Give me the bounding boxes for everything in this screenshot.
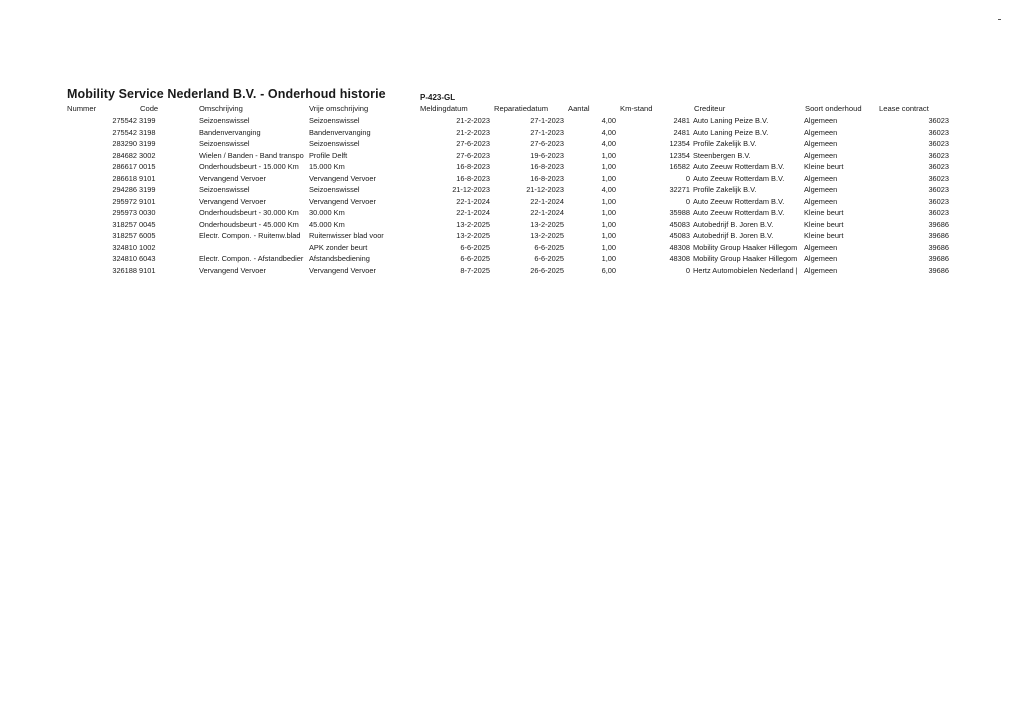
- crediteur-nummer: 0: [685, 173, 690, 183]
- cell-crediteur: [622, 115, 802, 126]
- cell-soort-onderhoud: Algemeen: [804, 173, 838, 183]
- cell-aantal: 1,00: [601, 162, 616, 171]
- cell-meldingdatum: 22-1-2024: [456, 208, 490, 217]
- cell-lease-contract: 36023: [928, 162, 949, 171]
- cell-reparatiedatum: 13-2-2025: [530, 219, 564, 229]
- crediteur-nummer: 16582: [669, 162, 690, 171]
- cell-nummer: 295973: [112, 208, 137, 217]
- table-row: [0, 207, 1024, 219]
- cell-nummer: 283290: [112, 139, 137, 148]
- cell-meldingdatum: 21-2-2023: [456, 116, 490, 125]
- cell-aantal: 1,00: [601, 231, 616, 240]
- cell-vrije-omschrijving: Ruitenwisser blad voor: [309, 231, 384, 240]
- cell-aantal: 1,00: [601, 196, 616, 206]
- cell-code: 3199: [139, 139, 156, 148]
- cell-lease-contract: 39686: [928, 219, 949, 229]
- cell-meldingdatum: 6-6-2025: [460, 242, 490, 252]
- header-aantal: Aantal: [568, 104, 590, 113]
- cell-code: 9101: [139, 196, 156, 206]
- cell-nummer: 284682: [112, 150, 137, 160]
- cell-vrije-omschrijving: 15.000 Km: [309, 162, 345, 171]
- crediteur-naam: Auto Laning Peize B.V.: [693, 127, 769, 137]
- cell-lease-contract: 36023: [928, 116, 949, 125]
- cell-vrije-omschrijving: Afstandsbediening: [309, 254, 370, 263]
- cell-soort-onderhoud: Algemeen: [804, 265, 838, 275]
- cell-omschrijving: Seizoenswissel: [199, 139, 250, 148]
- cell-meldingdatum: 6-6-2025: [460, 254, 490, 263]
- table-row: [0, 150, 1024, 162]
- crediteur-nummer: 2481: [673, 116, 690, 125]
- header-meldingdatum: Meldingdatum: [420, 104, 468, 113]
- cell-meldingdatum: 16-8-2023: [456, 173, 490, 183]
- cell-nummer: 324810: [112, 254, 137, 263]
- cell-code: 3199: [139, 185, 156, 194]
- header-kmstand: Km-stand: [620, 104, 653, 113]
- cell-aantal: 4,00: [601, 139, 616, 148]
- cell-code: 0030: [139, 208, 156, 217]
- cell-nummer: 295972: [112, 196, 137, 206]
- cell-aantal: 1,00: [601, 173, 616, 183]
- crediteur-naam: Mobility Group Haaker Hillegom: [693, 242, 798, 252]
- cell-reparatiedatum: 13-2-2025: [530, 231, 564, 240]
- cell-soort-onderhoud: Algemeen: [804, 150, 838, 160]
- cell-lease-contract: 39686: [928, 265, 949, 275]
- cell-meldingdatum: 21-12-2023: [452, 185, 490, 194]
- cell-reparatiedatum: 26-6-2025: [530, 265, 564, 275]
- report-title: Mobility Service Nederland B.V. - Onderhoud historie: [67, 87, 386, 101]
- cell-crediteur: [622, 242, 802, 253]
- cell-reparatiedatum: 22-1-2024: [530, 208, 564, 217]
- header-crediteur: Crediteur: [694, 104, 726, 113]
- cell-reparatiedatum: 27-1-2023: [530, 127, 564, 137]
- cell-code: 3198: [139, 127, 156, 137]
- cell-nummer: 326188: [112, 265, 137, 275]
- cell-crediteur: [622, 127, 802, 138]
- cell-aantal: 4,00: [601, 127, 616, 137]
- table-row: [0, 115, 1024, 127]
- cell-reparatiedatum: 27-6-2023: [530, 139, 564, 148]
- cell-vrije-omschrijving: Bandenvervanging: [309, 127, 371, 137]
- cell-crediteur: [622, 173, 802, 184]
- cell-vrije-omschrijving: Seizoenswissel: [309, 139, 360, 148]
- cell-meldingdatum: 21-2-2023: [456, 127, 490, 137]
- header-lease-contract: Lease contract: [879, 104, 929, 113]
- cell-aantal: 4,00: [601, 116, 616, 125]
- table-row: [0, 265, 1024, 277]
- cell-code: 6043: [139, 254, 156, 263]
- cell-vrije-omschrijving: Seizoenswissel: [309, 185, 360, 194]
- cell-reparatiedatum: 19-6-2023: [530, 150, 564, 160]
- cell-reparatiedatum: 22-1-2024: [530, 196, 564, 206]
- cell-soort-onderhoud: Kleine beurt: [804, 208, 844, 217]
- cell-omschrijving: Wielen / Banden - Band transpo: [199, 150, 304, 160]
- license-plate: P-423-GL: [420, 93, 456, 102]
- cell-code: 0015: [139, 162, 156, 171]
- cell-omschrijving: Onderhoudsbeurt - 45.000 Km: [199, 219, 299, 229]
- cell-nummer: 318257: [112, 219, 137, 229]
- crediteur-naam: Autobedrijf B. Joren B.V.: [693, 219, 774, 229]
- cell-omschrijving: Bandenvervanging: [199, 127, 261, 137]
- cell-lease-contract: 36023: [928, 139, 949, 148]
- cell-omschrijving: Vervangend Vervoer: [199, 265, 266, 275]
- cell-crediteur: [622, 150, 802, 161]
- cell-lease-contract: 39686: [928, 231, 949, 240]
- cell-lease-contract: 36023: [928, 196, 949, 206]
- crediteur-naam: Steenbergen B.V.: [693, 150, 751, 160]
- crediteur-nummer: 32271: [669, 185, 690, 194]
- cell-aantal: 1,00: [601, 254, 616, 263]
- cell-vrije-omschrijving: 45.000 Km: [309, 219, 345, 229]
- cell-nummer: 294286: [112, 185, 137, 194]
- cell-omschrijving: Electr. Compon. - Afstandbedier: [199, 254, 304, 263]
- scan-mark: [998, 19, 1001, 20]
- crediteur-nummer: 12354: [669, 150, 690, 160]
- cell-soort-onderhoud: Kleine beurt: [804, 162, 844, 171]
- table-row: [0, 173, 1024, 185]
- cell-code: 1002: [139, 242, 156, 252]
- crediteur-naam: Profile Zakelijk B.V.: [693, 185, 757, 194]
- cell-reparatiedatum: 16-8-2023: [530, 162, 564, 171]
- crediteur-naam: Auto Laning Peize B.V.: [693, 116, 769, 125]
- cell-aantal: 1,00: [601, 242, 616, 252]
- cell-crediteur: [622, 161, 802, 172]
- cell-aantal: 6,00: [601, 265, 616, 275]
- table-row: [0, 138, 1024, 150]
- crediteur-nummer: 35988: [669, 208, 690, 217]
- cell-crediteur: [622, 196, 802, 207]
- cell-crediteur: [622, 265, 802, 276]
- cell-code: 0045: [139, 219, 156, 229]
- cell-aantal: 1,00: [601, 150, 616, 160]
- table-row: [0, 253, 1024, 265]
- cell-meldingdatum: 8-7-2025: [460, 265, 490, 275]
- cell-omschrijving: Electr. Compon. - Ruitenw.blad: [199, 231, 301, 240]
- cell-code: 9101: [139, 265, 156, 275]
- table-row: [0, 230, 1024, 242]
- cell-nummer: 324810: [112, 242, 137, 252]
- table-row: [0, 161, 1024, 173]
- cell-reparatiedatum: 6-6-2025: [534, 254, 564, 263]
- cell-omschrijving: Vervangend Vervoer: [199, 173, 266, 183]
- table-row: [0, 196, 1024, 208]
- header-nummer: Nummer: [67, 104, 97, 113]
- header-code: Code: [140, 104, 159, 113]
- cell-crediteur: [622, 184, 802, 195]
- cell-nummer: 275542: [112, 127, 137, 137]
- cell-omschrijving: Onderhoudsbeurt - 15.000 Km: [199, 162, 299, 171]
- crediteur-nummer: 2481: [673, 127, 690, 137]
- crediteur-naam: Auto Zeeuw Rotterdam B.V.: [693, 173, 785, 183]
- cell-omschrijving: Seizoenswissel: [199, 185, 250, 194]
- cell-vrije-omschrijving: APK zonder beurt: [309, 242, 368, 252]
- cell-crediteur: [622, 253, 802, 264]
- cell-aantal: 4,00: [601, 185, 616, 194]
- cell-soort-onderhoud: Kleine beurt: [804, 231, 844, 240]
- crediteur-naam: Hertz Automobielen Nederland |: [693, 265, 798, 275]
- cell-code: 6005: [139, 231, 156, 240]
- crediteur-naam: Auto Zeeuw Rotterdam B.V.: [693, 208, 785, 217]
- table-row: [0, 184, 1024, 196]
- cell-meldingdatum: 16-8-2023: [456, 162, 490, 171]
- cell-nummer: 286617: [112, 162, 137, 171]
- cell-aantal: 1,00: [601, 219, 616, 229]
- cell-soort-onderhoud: Algemeen: [804, 254, 838, 263]
- cell-reparatiedatum: 27-1-2023: [530, 116, 564, 125]
- cell-omschrijving: Onderhoudsbeurt - 30.000 Km: [199, 208, 299, 217]
- cell-aantal: 1,00: [601, 208, 616, 217]
- table-row: [0, 219, 1024, 231]
- cell-lease-contract: 39686: [928, 254, 949, 263]
- crediteur-naam: Mobility Group Haaker Hillegom: [693, 254, 798, 263]
- cell-meldingdatum: 13-2-2025: [456, 231, 490, 240]
- crediteur-naam: Autobedrijf B. Joren B.V.: [693, 231, 774, 240]
- cell-crediteur: [622, 138, 802, 149]
- cell-soort-onderhoud: Algemeen: [804, 196, 838, 206]
- cell-vrije-omschrijving: Vervangend Vervoer: [309, 265, 376, 275]
- cell-lease-contract: 36023: [928, 127, 949, 137]
- crediteur-nummer: 12354: [669, 139, 690, 148]
- cell-meldingdatum: 13-2-2025: [456, 219, 490, 229]
- cell-soort-onderhoud: Algemeen: [804, 127, 838, 137]
- cell-nummer: 275542: [112, 116, 137, 125]
- cell-vrije-omschrijving: Seizoenswissel: [309, 116, 360, 125]
- cell-soort-onderhoud: Algemeen: [804, 116, 838, 125]
- cell-crediteur: [622, 230, 802, 241]
- cell-nummer: 286618: [112, 173, 137, 183]
- header-omschrijving: Omschrijving: [199, 104, 243, 113]
- table-row: [0, 242, 1024, 254]
- table-row: [0, 127, 1024, 139]
- cell-reparatiedatum: 21-12-2023: [526, 185, 564, 194]
- cell-reparatiedatum: 16-8-2023: [530, 173, 564, 183]
- cell-meldingdatum: 27-6-2023: [456, 139, 490, 148]
- cell-lease-contract: 36023: [928, 185, 949, 194]
- cell-meldingdatum: 27-6-2023: [456, 150, 490, 160]
- cell-code: 3002: [139, 150, 156, 160]
- cell-code: 9101: [139, 173, 156, 183]
- cell-omschrijving: Seizoenswissel: [199, 116, 250, 125]
- cell-lease-contract: 36023: [928, 173, 949, 183]
- history-table-body: [0, 115, 1024, 276]
- crediteur-nummer: 48308: [669, 242, 690, 252]
- crediteur-naam: Auto Zeeuw Rotterdam B.V.: [693, 162, 785, 171]
- cell-omschrijving: Vervangend Vervoer: [199, 196, 266, 206]
- cell-soort-onderhoud: Algemeen: [804, 242, 838, 252]
- crediteur-naam: Auto Zeeuw Rotterdam B.V.: [693, 196, 785, 206]
- cell-nummer: 318257: [112, 231, 137, 240]
- cell-reparatiedatum: 6-6-2025: [534, 242, 564, 252]
- cell-lease-contract: 39686: [928, 242, 949, 252]
- cell-crediteur: [622, 219, 802, 230]
- cell-soort-onderhoud: Kleine beurt: [804, 219, 844, 229]
- cell-lease-contract: 36023: [928, 208, 949, 217]
- crediteur-nummer: 0: [685, 265, 690, 275]
- cell-code: 3199: [139, 116, 156, 125]
- cell-vrije-omschrijving: Profile Delft: [309, 150, 348, 160]
- cell-crediteur: [622, 207, 802, 218]
- header-soort-onderhoud: Soort onderhoud: [805, 104, 862, 113]
- header-reparatiedatum: Reparatiedatum: [494, 104, 549, 113]
- crediteur-nummer: 0: [685, 196, 690, 206]
- cell-vrije-omschrijving: 30.000 Km: [309, 208, 345, 217]
- cell-vrije-omschrijving: Vervangend Vervoer: [309, 173, 376, 183]
- crediteur-nummer: 45083: [669, 219, 690, 229]
- cell-soort-onderhoud: Algemeen: [804, 139, 838, 148]
- cell-soort-onderhoud: Algemeen: [804, 185, 838, 194]
- cell-vrije-omschrijving: Vervangend Vervoer: [309, 196, 376, 206]
- crediteur-nummer: 45083: [669, 231, 690, 240]
- cell-lease-contract: 36023: [928, 150, 949, 160]
- crediteur-naam: Profile Zakelijk B.V.: [693, 139, 757, 148]
- header-vrije-omschrijving: Vrije omschrijving: [309, 104, 369, 113]
- cell-meldingdatum: 22-1-2024: [456, 196, 490, 206]
- crediteur-nummer: 48308: [669, 254, 690, 263]
